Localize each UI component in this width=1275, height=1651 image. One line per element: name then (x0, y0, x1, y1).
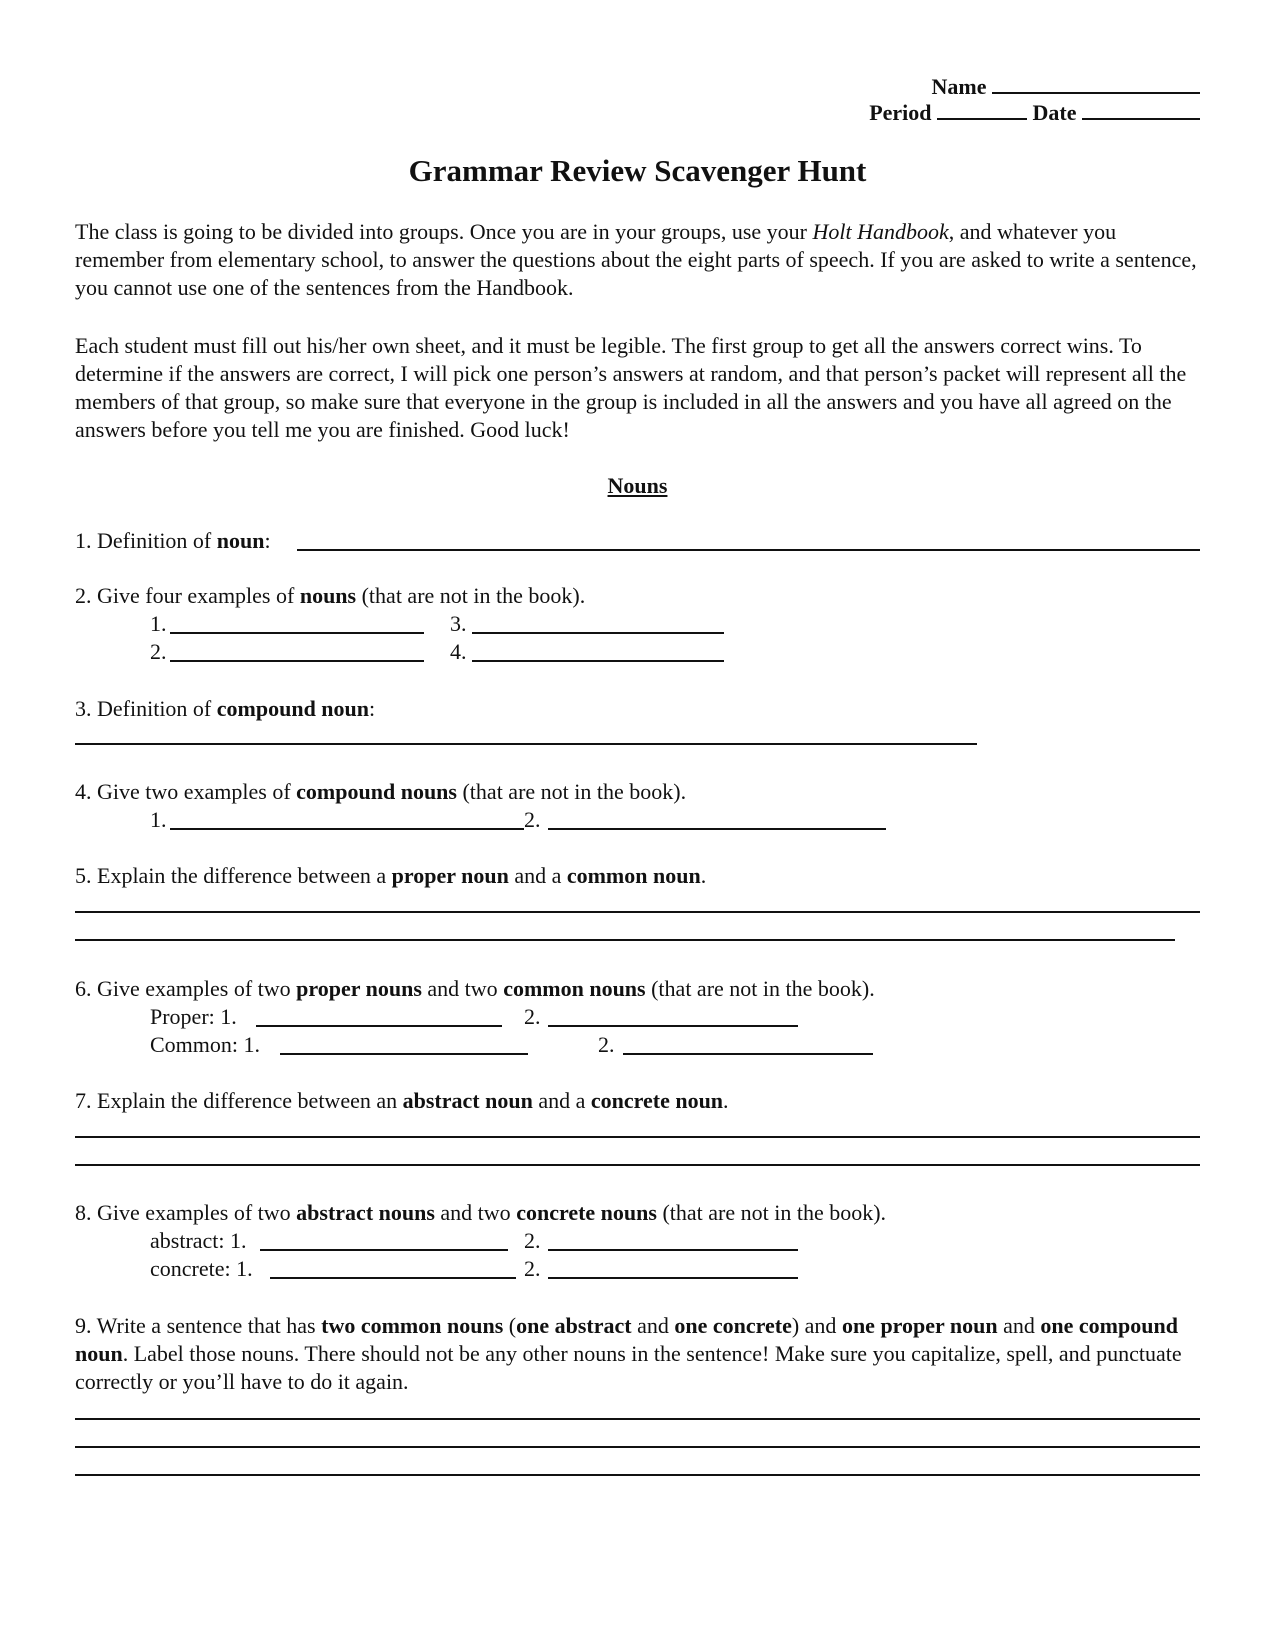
question-4: 4. Give two examples of compound nouns (that are not in the book). (75, 779, 687, 804)
period-blank[interactable] (937, 98, 1027, 120)
answer-line[interactable] (170, 828, 524, 830)
example-number: 4. (450, 639, 467, 664)
date-label: Date (1032, 100, 1077, 125)
proper-label: Proper: 1. (150, 1004, 237, 1029)
common-label: Common: 1. (150, 1032, 261, 1057)
question-9: 9. Write a sentence that has two common nouns (one abstract and one concrete) and one proper noun and one compound noun. Label those nouns. There should not be any other nouns in the sentence! Make sure you capitalize, spell, and punctuate correctly or you’ll have to do it again. (75, 1313, 1182, 1394)
answer-line[interactable] (75, 1164, 1200, 1166)
example-number: 2. (524, 807, 541, 832)
example-number: 3. (450, 611, 467, 636)
period-label: Period (869, 100, 932, 125)
question-5: 5. Explain the difference between a proper noun and a common noun. (75, 863, 707, 888)
date-blank[interactable] (1082, 98, 1200, 120)
question-1: 1. Definition of noun: (75, 528, 271, 553)
answer-line[interactable] (256, 1025, 502, 1027)
answer-line[interactable] (75, 743, 977, 745)
answer-line[interactable] (75, 911, 1200, 913)
name-label: Name (931, 74, 987, 99)
answer-line[interactable] (548, 1025, 798, 1027)
example-number: 2. (524, 1228, 541, 1253)
example-number: 2. (524, 1256, 541, 1281)
question-6: 6. Give examples of two proper nouns and two common nouns (that are not in the book). (75, 976, 875, 1001)
example-number: 1. (150, 611, 167, 636)
answer-line[interactable] (75, 1136, 1200, 1138)
example-number: 1. (150, 807, 167, 832)
abstract-label: abstract: 1. (150, 1228, 247, 1253)
name-blank[interactable] (992, 72, 1200, 94)
answer-line[interactable] (623, 1053, 873, 1055)
answer-line[interactable] (170, 632, 424, 634)
answer-line[interactable] (548, 1249, 798, 1251)
answer-line[interactable] (170, 660, 424, 662)
answer-line[interactable] (75, 1474, 1200, 1476)
example-number: 2. (524, 1004, 541, 1029)
example-number: 2. (150, 639, 167, 664)
answer-line[interactable] (472, 632, 724, 634)
answer-line[interactable] (75, 1418, 1200, 1420)
intro-paragraph-2: Each student must fill out his/her own sheet, and it must be legible. The first group to get all the answers correct wins. To determine if the answers are correct, I will pick one person’s answers at random, and that person’s packet will represent all the members of that group, so make sure that everyone in the group is included in all the answers and you have all agreed on the answers before you tell me you are finished. Good luck! (75, 333, 1187, 442)
question-2: 2. Give four examples of nouns (that are not in the book). (75, 583, 586, 608)
question-3: 3. Definition of compound noun: (75, 696, 376, 721)
answer-line[interactable] (472, 660, 724, 662)
answer-line[interactable] (260, 1249, 508, 1251)
period-date-line (869, 98, 1200, 127)
answer-line[interactable] (75, 939, 1175, 941)
answer-line[interactable] (548, 828, 886, 830)
section-heading: Nouns (607, 473, 668, 498)
answer-line[interactable] (270, 1277, 516, 1279)
example-number: 2. (598, 1032, 615, 1057)
intro-paragraph-1: The class is going to be divided into groups. Once you are in your groups, use your Holt Handbook, and whatever you remember from elementary school, to answer the questions about the eight parts of speech. If you are asked to write a sentence, you cannot use one of the sentences from the Handbook. (75, 219, 1197, 300)
answer-line[interactable] (280, 1053, 528, 1055)
answer-line[interactable] (297, 549, 1200, 551)
concrete-label: concrete: 1. (150, 1256, 253, 1281)
question-8: 8. Give examples of two abstract nouns and two concrete nouns (that are not in the book). (75, 1200, 887, 1225)
name-line (932, 72, 1200, 101)
page-title: Grammar Review Scavenger Hunt (408, 153, 867, 188)
answer-line[interactable] (75, 1446, 1200, 1448)
question-7: 7. Explain the difference between an abstract noun and a concrete noun. (75, 1088, 729, 1113)
answer-line[interactable] (548, 1277, 798, 1279)
